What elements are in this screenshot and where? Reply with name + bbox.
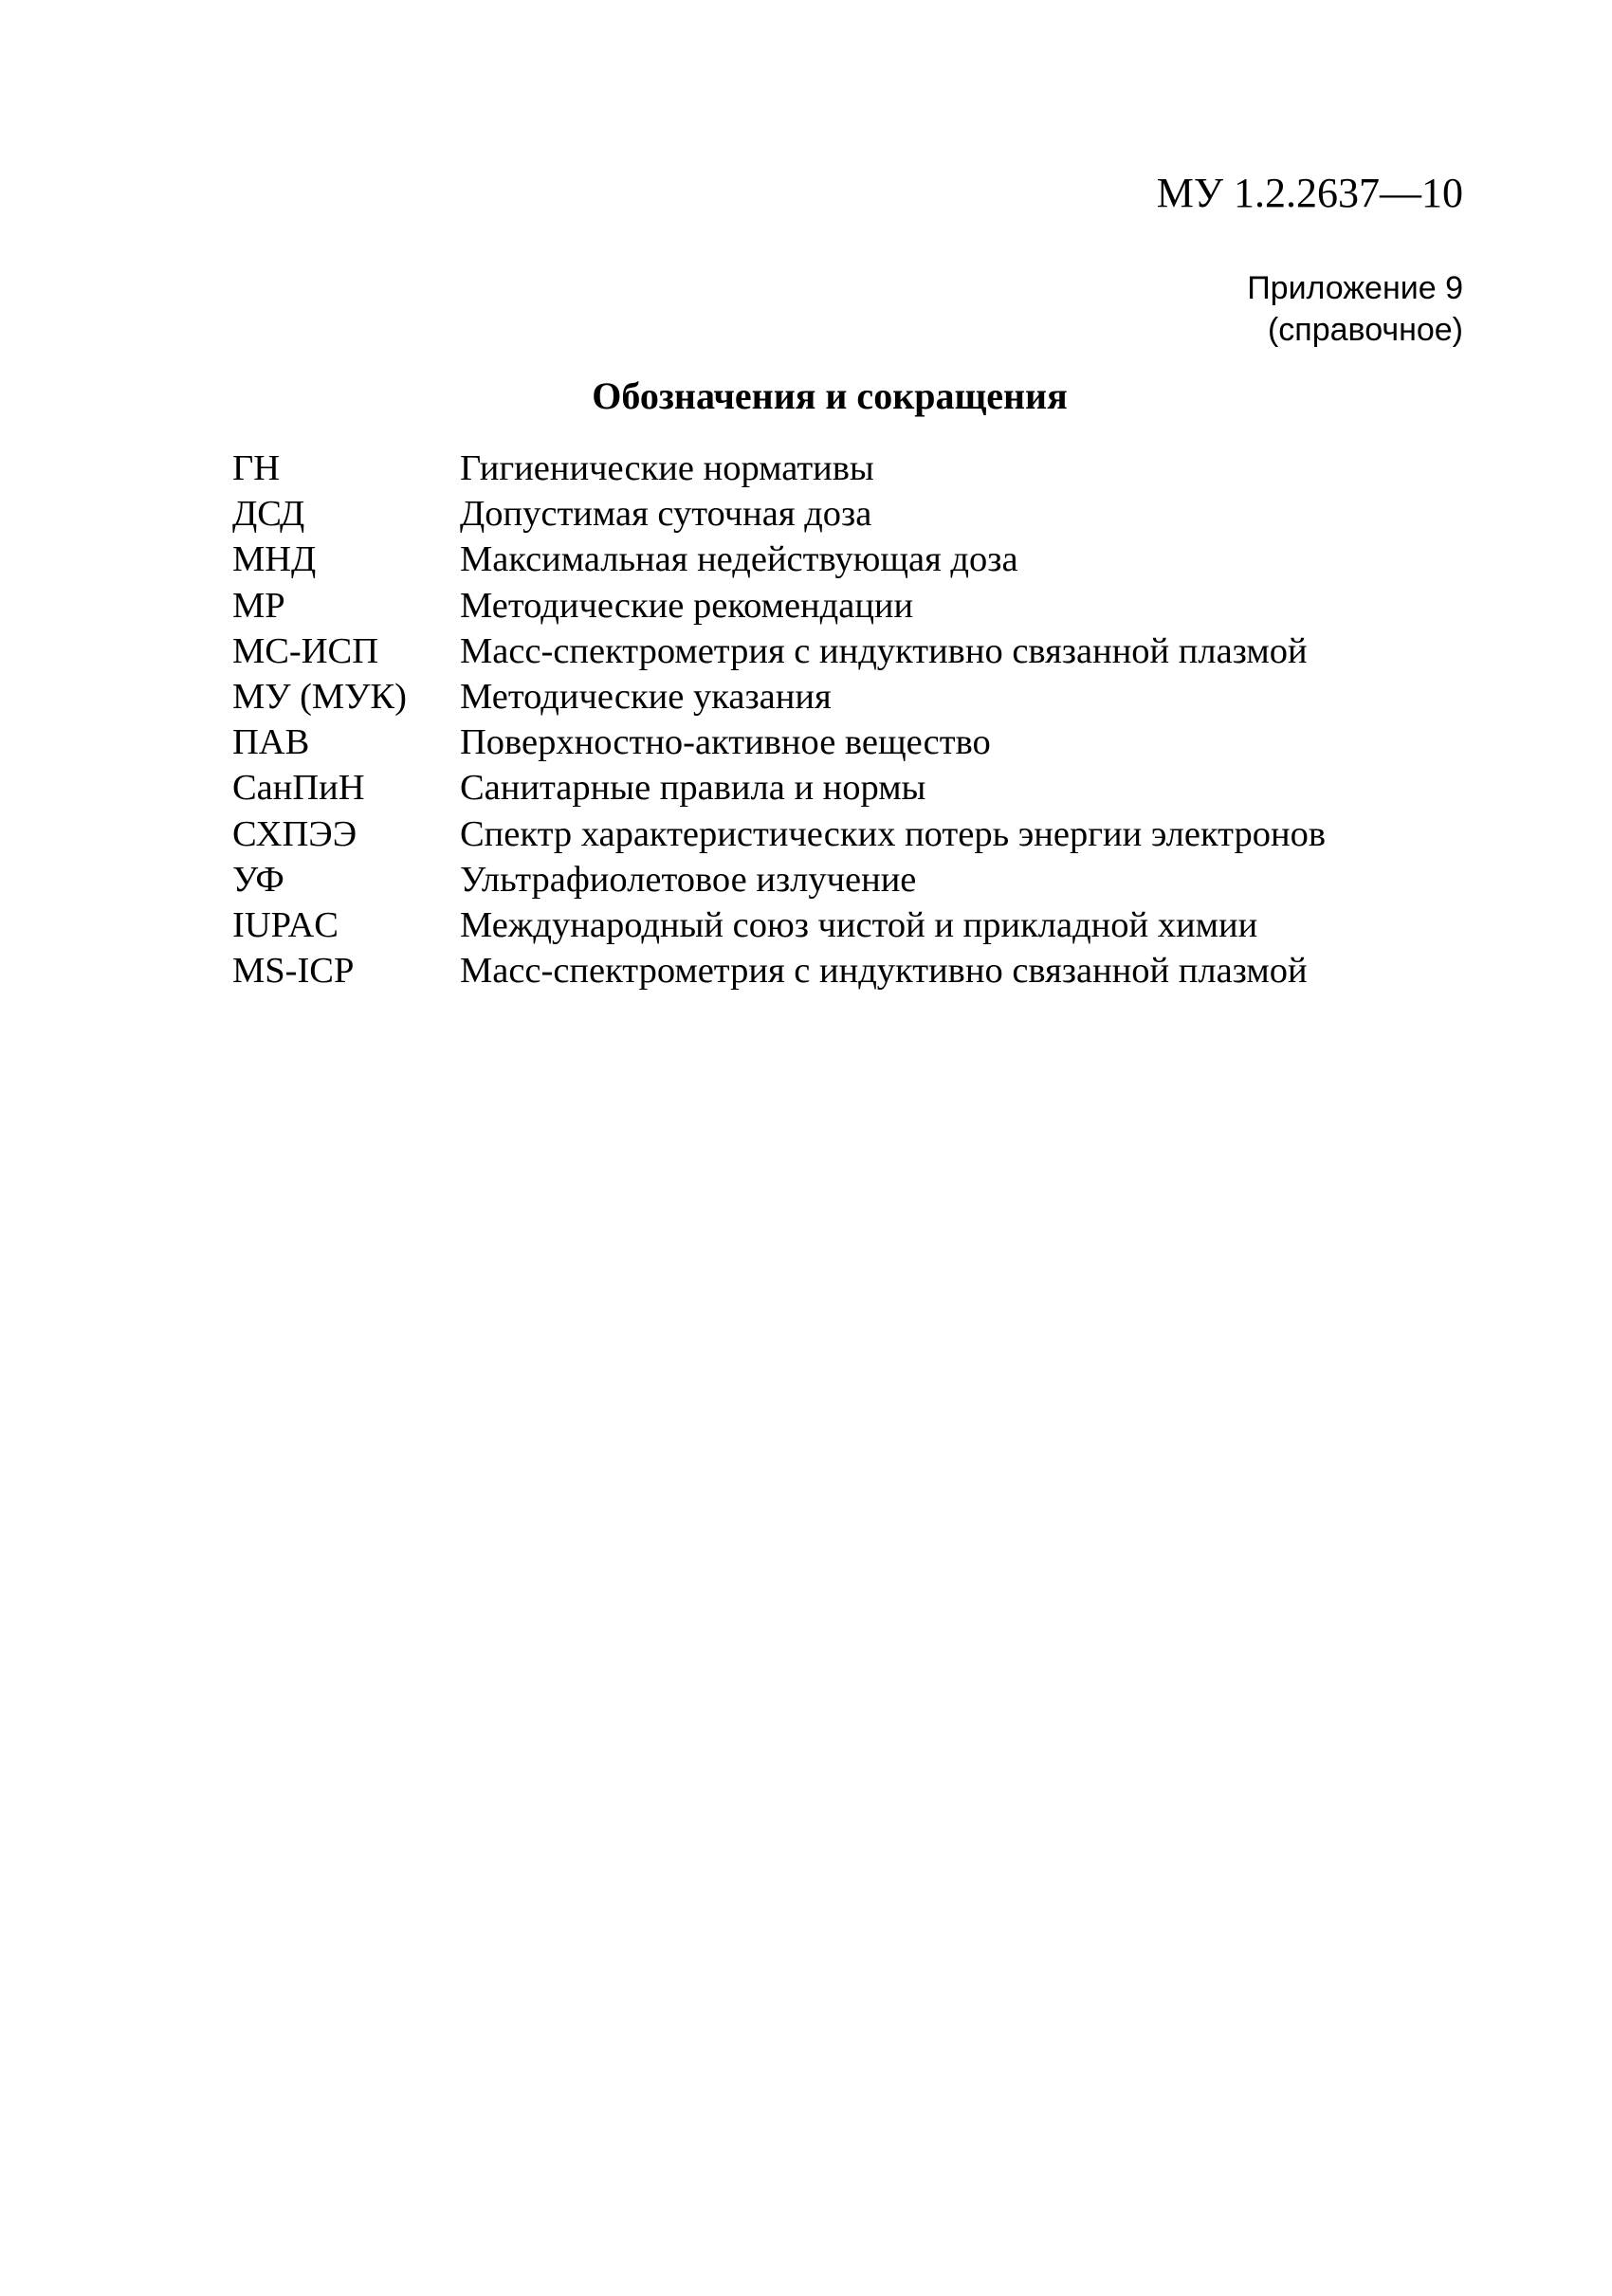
abbreviation-term: МУ (МУК) bbox=[232, 677, 407, 718]
abbreviation-row bbox=[232, 674, 1484, 720]
abbreviation-definition: Поверхностно-активное вещество bbox=[460, 722, 991, 763]
appendix-number: Приложение 9 bbox=[1247, 270, 1463, 306]
abbreviation-row bbox=[232, 902, 1484, 948]
abbreviation-definition: Допустимая суточная доза bbox=[460, 494, 872, 535]
abbreviation-row bbox=[232, 811, 1484, 857]
abbreviation-term: УФ bbox=[232, 859, 284, 900]
abbreviation-term: ПАВ bbox=[232, 722, 310, 763]
abbreviation-row bbox=[232, 720, 1484, 765]
abbreviation-definition: Методические указания bbox=[460, 677, 832, 718]
abbreviation-term: ГН bbox=[232, 448, 281, 489]
abbreviation-term: IUPAC bbox=[232, 904, 339, 945]
abbreviation-definition: Методические рекомендации bbox=[460, 585, 914, 626]
abbreviation-term: MS-ICP bbox=[232, 951, 355, 992]
abbreviation-row bbox=[232, 948, 1484, 993]
appendix-type: (справочное) bbox=[1267, 312, 1463, 348]
abbreviation-row bbox=[232, 765, 1484, 811]
abbreviation-definition: Масс-спектрометрия с индуктивно связанной плазмой bbox=[460, 951, 1308, 992]
abbreviation-row bbox=[232, 446, 1484, 491]
abbreviation-definition: Ультрафиолетовое излучение bbox=[460, 859, 917, 900]
abbreviation-definition: Максимальная недействующая доза bbox=[460, 539, 1018, 580]
abbreviation-row bbox=[232, 629, 1484, 674]
abbreviation-row bbox=[232, 491, 1484, 537]
abbreviations-list bbox=[232, 446, 1484, 993]
abbreviation-term: МР bbox=[232, 585, 285, 626]
abbreviation-definition: Спектр характеристических потерь энергии электронов bbox=[460, 813, 1327, 854]
document-code: МУ 1.2.2637—10 bbox=[1156, 170, 1463, 216]
abbreviation-definition: Международный союз чистой и прикладной химии bbox=[460, 904, 1258, 945]
abbreviation-row bbox=[232, 583, 1484, 629]
abbreviation-row bbox=[232, 537, 1484, 582]
abbreviation-row bbox=[232, 857, 1484, 902]
appendix-label bbox=[1247, 267, 1463, 351]
abbreviation-term: ДСД bbox=[232, 494, 305, 535]
abbreviation-definition: Санитарные правила и нормы bbox=[460, 768, 926, 809]
page-title: Обозначения и сокращения bbox=[592, 374, 1068, 417]
abbreviation-term: МНД bbox=[232, 539, 317, 580]
abbreviation-term: СанПиН bbox=[232, 768, 365, 809]
abbreviation-definition: Масс-спектрометрия с индуктивно связанной плазмой bbox=[460, 630, 1308, 671]
abbreviation-definition: Гигиенические нормативы bbox=[460, 448, 874, 489]
abbreviation-term: СХПЭЭ bbox=[232, 813, 357, 854]
abbreviation-term: МС-ИСП bbox=[232, 630, 379, 671]
